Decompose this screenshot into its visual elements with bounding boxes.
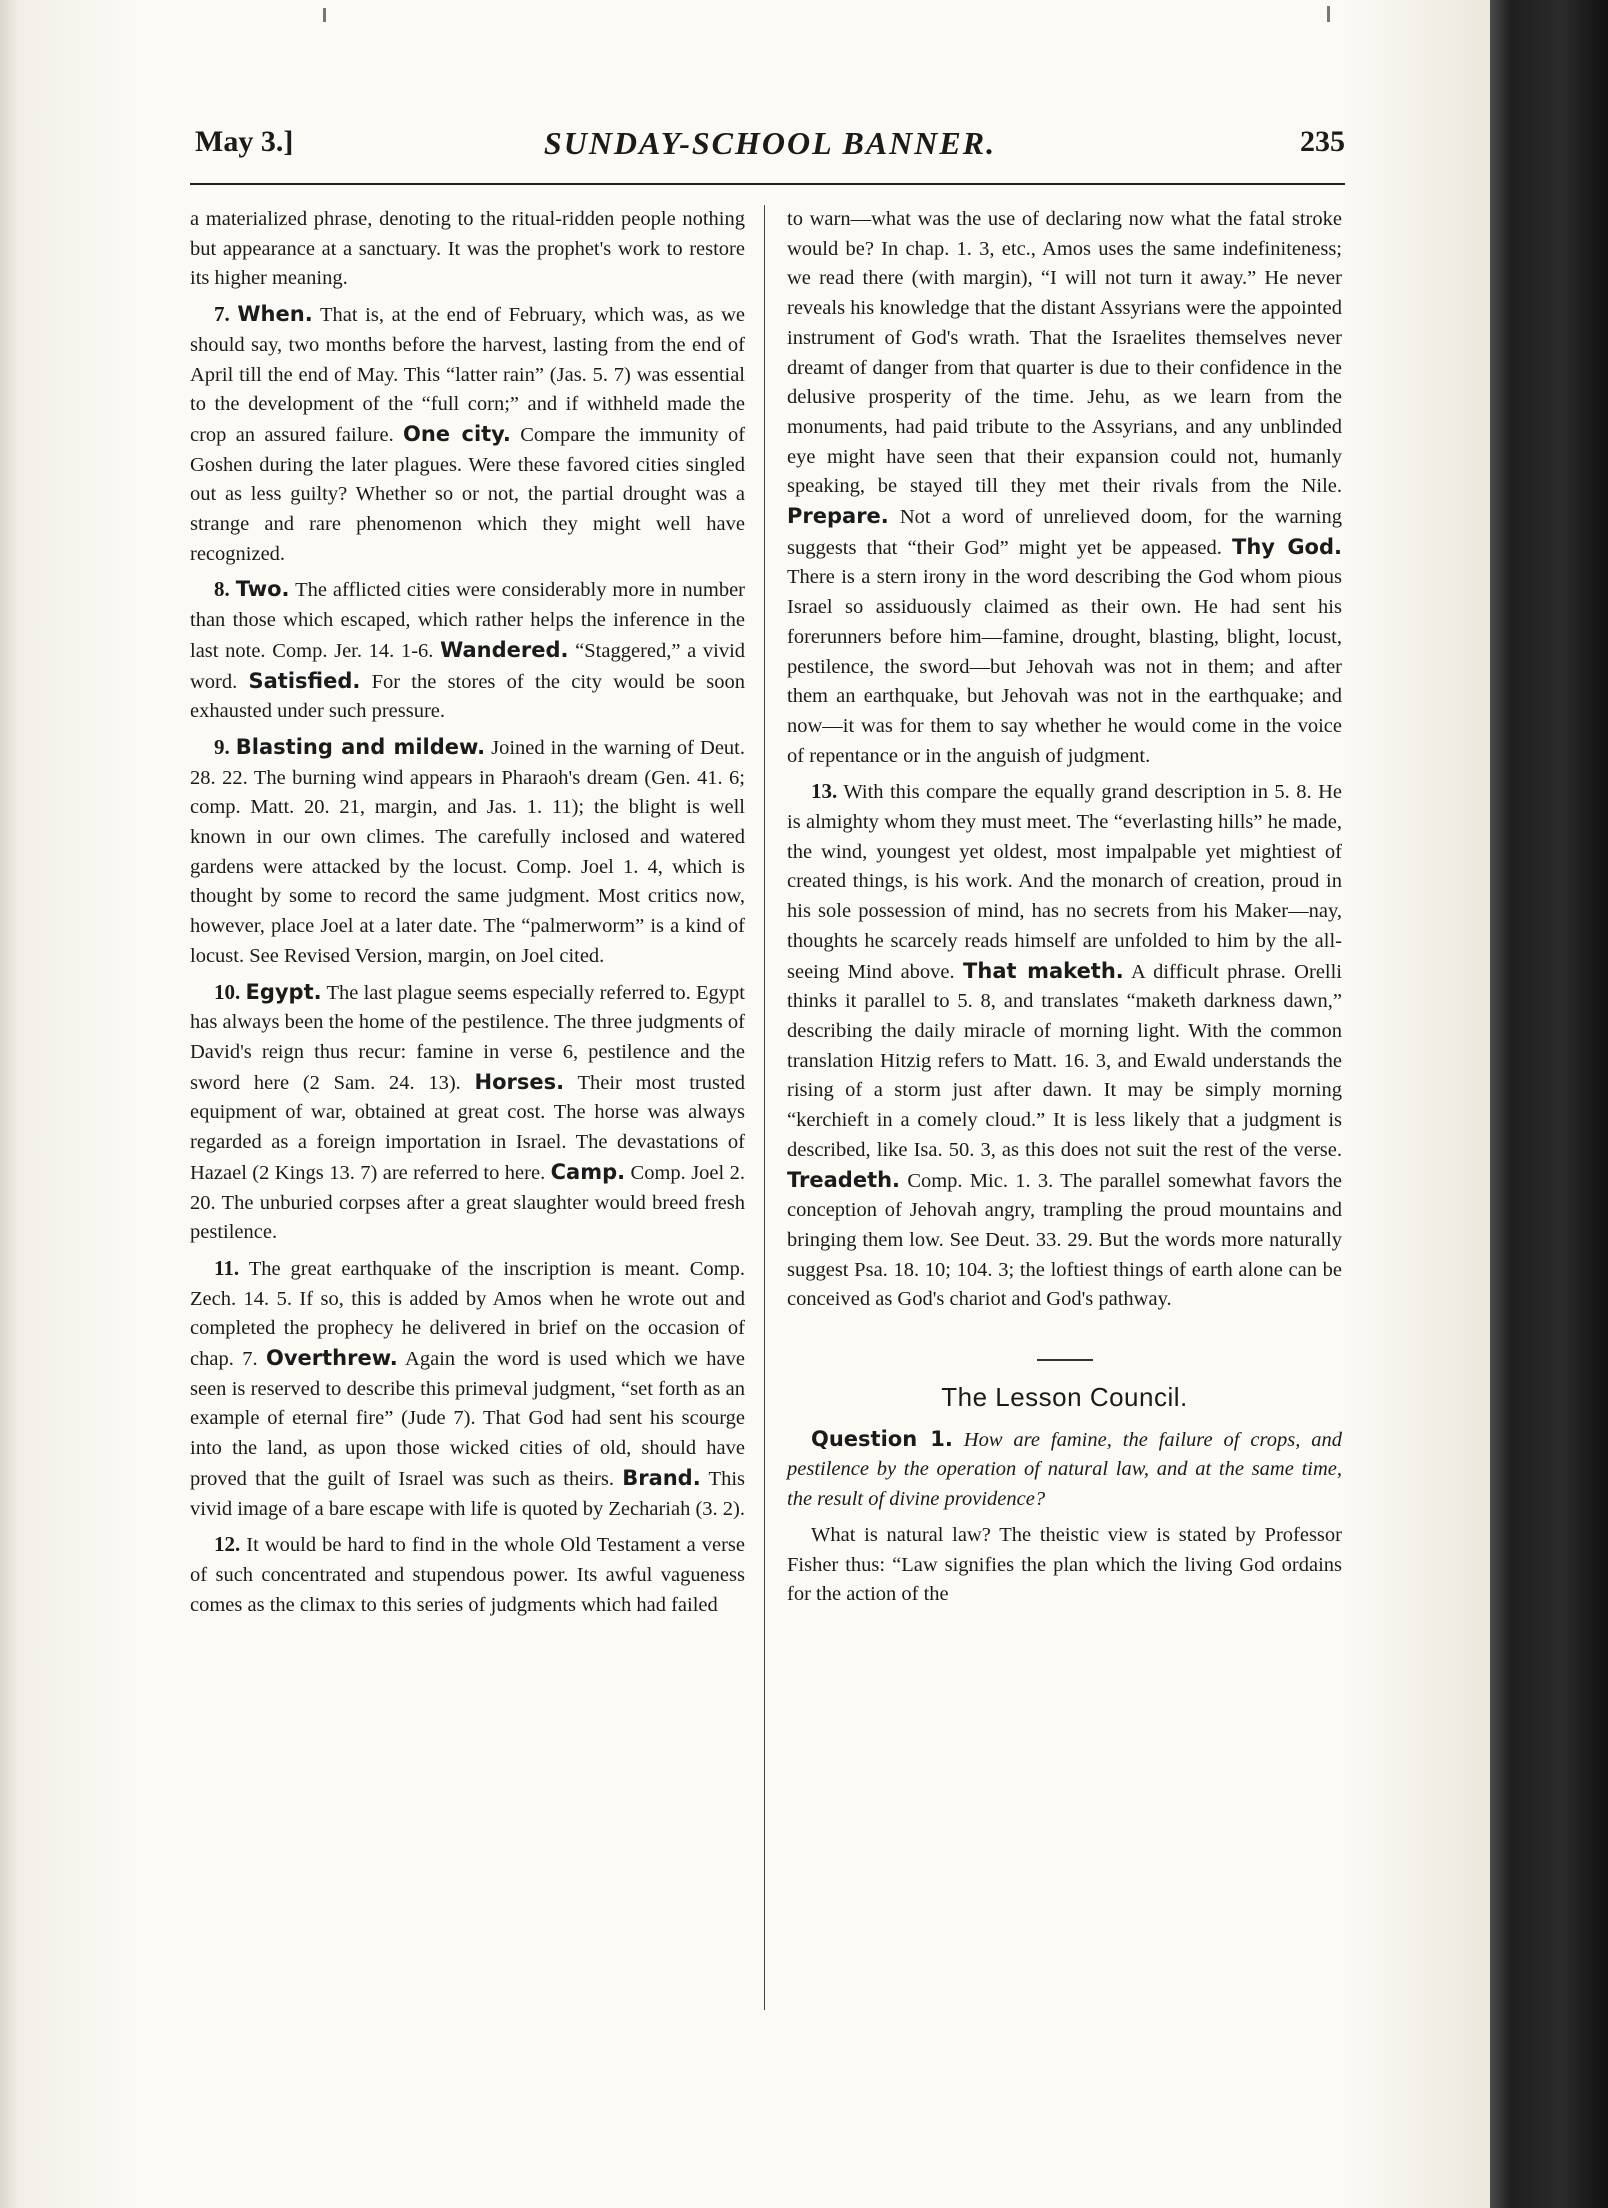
verse-note-8 xyxy=(190,575,745,727)
question-text: How are famine, the failure of crops, and pestilence by the operation of natural law, and at the same time, the result of divine providence? xyxy=(787,1428,1342,1511)
body-text: The afflicted cities were considerably more in number than those which escaped, which rather helps the inference in the last note. Comp. Jer. 14. 1-6. xyxy=(190,579,746,662)
body-text: a materialized phrase, denoting to the ritual-ridden people nothing but appearance at a sanctuary. It was the prophet's work to restore its higher meaning. xyxy=(190,208,745,290)
verse-number: 12. xyxy=(214,1532,241,1557)
left-column xyxy=(190,205,745,1626)
body-text: For the stores of the city would be soon exhausted under such pressure. xyxy=(190,670,745,723)
body-text: What is natural law? The theistic view is stated by Professor Fisher thus: “Law signifies the plan which the living God ordains for the action of the xyxy=(787,1523,1342,1606)
verse-number: 13. xyxy=(811,779,838,804)
question-paragraph xyxy=(787,1425,1342,1515)
body-text: With this compare the equally grand description in 5. 8. He is almighty whom they must meet. The “everlasting hills” he made, the wind, youngest yet oldest, most impalpable yet mightiest of created things, is his work. And the monarch of creation, proud in his sole possession of mind, has no secrets from his Maker—nay, thoughts he scarcely reads himself are unfolded to him by the all-seeing Mind above. xyxy=(787,781,1342,983)
paragraph xyxy=(190,205,745,294)
verse-note-13 xyxy=(787,777,1342,1315)
verse-number: 9. xyxy=(214,734,230,759)
keyword-heading: Brand. xyxy=(622,1465,701,1490)
verse-note-12 xyxy=(190,1530,745,1620)
header-rule xyxy=(190,183,1345,185)
right-column xyxy=(787,205,1342,1616)
body-text: The last plague seems especially referred to. Egypt has always been the home of the pestilence. The three judgments of David's reign thus recur: famine in verse 6, pestilence and the sword here (2 Sam. 24. 13). xyxy=(190,981,745,1094)
keyword-heading: One city. xyxy=(402,421,511,446)
keyword-heading: Camp. xyxy=(550,1159,626,1184)
journal-title: SUNDAY-SCHOOL BANNER. xyxy=(543,125,997,161)
keyword-heading: When. xyxy=(237,302,313,327)
verse-number: 7. xyxy=(214,302,230,327)
keyword-heading: Satisfied. xyxy=(248,668,361,693)
page-left-shadow xyxy=(0,0,22,2208)
body-text: Comp. Mic. 1. 3. The parallel somewhat favors the conception of Jehovah angry, trampling the proud mountains and bringing them low. See Deut. 33. 29. But the words more naturally suggest Psa. 18. 10; 104. 3; the loftiest things of earth alone can be conceived as God's chariot and God's pathway. xyxy=(787,1169,1343,1311)
book-binding-edge xyxy=(1490,0,1608,2208)
question-label: Question 1. xyxy=(811,1426,953,1451)
body-text: Again the word is used which we have seen is reserved to describe this primeval judgment, “set forth as an example of eternal fire” (Jude 7). That God had sent his scourge into the land, as upon those wicked cities of old, should have proved that the guilt of Israel was such as theirs. xyxy=(190,1348,746,1490)
verse-number: 11. xyxy=(214,1255,240,1280)
page-number: 235 xyxy=(1300,125,1345,158)
section-rule xyxy=(1037,1359,1093,1361)
answer-paragraph xyxy=(787,1521,1342,1610)
body-text: Their most trusted equipment of war, obtained at great cost. The horse was always regarded as a foreign importation in Israel. The devastations of Hazael (2 Kings 13. 7) are referred to here. xyxy=(190,1071,745,1184)
body-text: Compare the immunity of Goshen during the later plagues. Were these favored cities singled out as less guilty? Whether so or not, the partial drought was a strange and rare phenomenon which they might well have recognized. xyxy=(190,423,746,565)
paragraph xyxy=(787,205,1342,771)
keyword-heading: Two. xyxy=(235,577,290,602)
keyword-heading: Horses. xyxy=(474,1069,565,1094)
body-text: Joined in the warning of Deut. 28. 22. The burning wind appears in Pharaoh's dream (Gen. 41. 6; comp. Matt. 20. 21, margin, and Jas. 1. 11); the blight is well known in our own climes. The carefully inclosed and watered gardens were attacked by the locust. Comp. Joel 1. 4, which is thought by some to record the same judgment. Most critics now, however, place Joel at a later date. The “palmerworm” is a kind of locust. See Revised Version, margin, on Joel cited. xyxy=(190,736,745,967)
body-text: There is a stern irony in the word describing the God whom pious Israel so assiduously claimed as their own. He had sent his forerunners before him—famine, drought, blasting, blight, locust, pestilence, the sword—but Jehovah was not in them; and after them an earthquake, but Jehovah was not in the earthquake; and now—it was for them to say whether he would come in the voice of repentance or in the anguish of judgment. xyxy=(787,566,1342,767)
header-date: May 3.] xyxy=(195,125,294,158)
body-text: A difficult phrase. Orelli thinks it parallel to 5. 8, and translates “maketh darkness dawn,” describing the daily miracle of morning light. With the common translation Hitzig refers to Matt. 16. 3, and Ewald understands the rising of a storm just after dawn. It may be simply morning “kerchieft in a comely cloud.” It is less likely that a judgment is described, like Isa. 50. 3, as this does not suit the rest of the verse. xyxy=(787,960,1342,1161)
verse-note-10 xyxy=(190,978,745,1248)
body-text: That is, at the end of February, which was, as we should say, two months before the harvest, lasting from the end of April till the end of May. This “latter rain” (Jas. 5. 7) was essential to the development of the “full corn;” and if withheld made the crop an assured failure. xyxy=(190,304,746,446)
verse-note-11 xyxy=(190,1254,745,1524)
keyword-heading: Blasting and mildew. xyxy=(235,734,486,759)
scan-speck xyxy=(323,8,326,22)
scan-speck xyxy=(1327,6,1330,22)
section-title: The Lesson Council. xyxy=(941,1382,1188,1413)
keyword-heading: Wandered. xyxy=(440,637,569,662)
keyword-heading: Treadeth. xyxy=(787,1167,901,1192)
body-text: to warn—what was the use of declaring now what the fatal stroke would be? In chap. 1. 3, etc., Amos uses the same indefiniteness; we read there (with margin), “I will not turn it away.” He never reveals his knowledge that the distant Assyrians were the appointed instrument of God's wrath. That the Israelites themselves never dreamt of danger from that quarter is due to their confidence in the delusive prosperity of the time. Jehu, as we learn from the monuments, had paid tribute to the Assyrians, and any unblinded eye might have seen that their expansion could not, humanly speaking, be stayed till they met their rivals from the Nile. xyxy=(787,208,1342,498)
body-text: This vivid image of a bare escape with life is quoted by Zechariah (3. 2). xyxy=(190,1467,746,1520)
verse-note-9 xyxy=(190,733,745,972)
keyword-heading: Egypt. xyxy=(245,979,322,1004)
verse-number: 8. xyxy=(214,577,230,602)
body-text: Comp. Joel 2. 20. The unburied corpses after a great slaughter would breed fresh pestilence. xyxy=(190,1161,746,1244)
keyword-heading: Overthrew. xyxy=(266,1346,398,1371)
running-head xyxy=(195,125,1345,175)
keyword-heading: Thy God. xyxy=(1232,534,1342,559)
keyword-heading: That maketh. xyxy=(963,958,1124,983)
body-text: Not a word of unrelieved doom, for the warning suggests that “their God” might yet be appeased. xyxy=(787,506,1342,559)
keyword-heading: Prepare. xyxy=(787,504,889,529)
verse-note-7 xyxy=(190,300,745,569)
verse-number: 10. xyxy=(214,979,241,1004)
body-text: It would be hard to find in the whole Old Testament a verse of such concentrated and stupendous power. Its awful vagueness comes as the climax to this series of judgments which had failed xyxy=(190,1534,746,1616)
column-divider xyxy=(764,205,765,2010)
body-text: “Staggered,” a vivid word. xyxy=(190,639,746,693)
body-text: The great earthquake of the inscription is meant. Comp. Zech. 14. 5. If so, this is added by Amos when he wrote out and completed the prophecy he delivered in brief on the occasion of chap. 7. xyxy=(190,1257,745,1371)
